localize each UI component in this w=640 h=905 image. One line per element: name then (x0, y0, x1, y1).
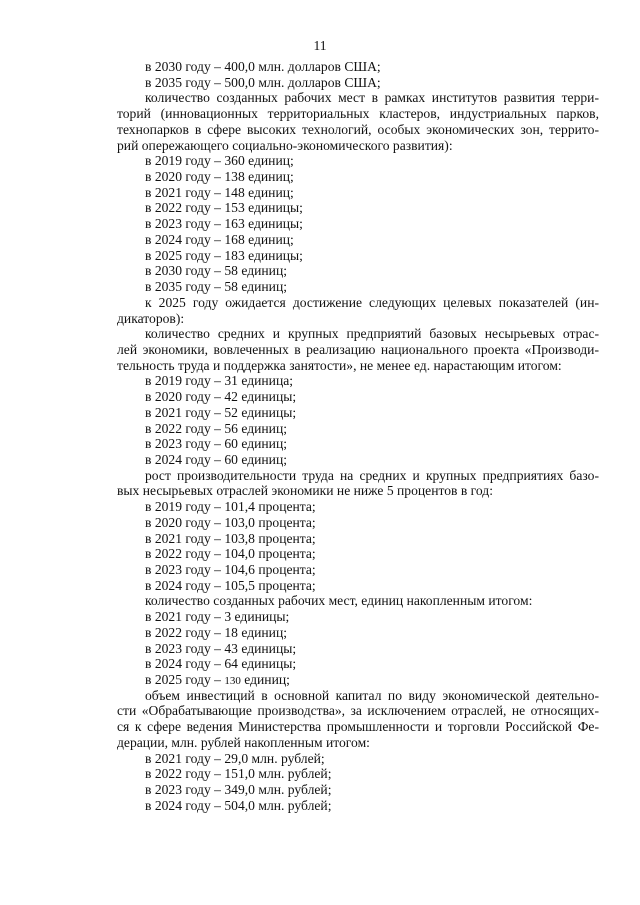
page-number: 11 (313, 38, 327, 53)
text-line: в 2020 году – 42 единицы; (145, 389, 297, 405)
text-line: торий (инновационных территориальных кластеров, индустриальных парков, (117, 106, 599, 122)
text-line: лей экономики, вовлеченных в реализацию национального проекта «Производи- (117, 341, 599, 357)
text-line: в 2022 году – 153 единицы; (145, 200, 303, 216)
text-line: в 2021 году – 3 единицы; (145, 609, 290, 625)
text-line: рост производительности труда на средних и крупных предприятиях базо- (145, 467, 599, 483)
text-line: в 2024 году – 60 единиц; (145, 451, 287, 467)
text-line: в 2023 году – 349,0 млн. рублей; (145, 782, 332, 798)
text-line: количество средних и крупных предприятий базовых несырьевых отрас- (145, 326, 599, 342)
text-line: в 2023 году – 60 единиц; (145, 436, 287, 452)
text-line: в 2035 году – 500,0 млн. долларов США; (145, 74, 381, 90)
line-suffix: единиц; (240, 672, 290, 688)
text-line: в 2023 году – 43 единицы; (145, 640, 297, 656)
text-line: технопарков в сфере высоких технологий, особых экономических зон, террито- (117, 121, 599, 137)
text-line: в 2025 году – 183 единицы; (145, 247, 303, 263)
text-line: в 2024 году – 504,0 млн. рублей; (145, 797, 332, 813)
text-line: в 2030 году – 58 единиц; (145, 263, 287, 279)
text-line: в 2019 году – 31 единица; (145, 373, 294, 389)
text-line: в 2019 году – 101,4 процента; (145, 499, 316, 515)
text-line: вых несырьевых отраслей экономики не ниже 5 процентов в год: (117, 483, 494, 499)
text-line: в 2024 году – 64 единицы; (145, 656, 297, 672)
text-line: в 2030 году – 400,0 млн. долларов США; (145, 59, 381, 74)
text-line: в 2021 году – 103,8 процента; (145, 530, 316, 546)
text-line: в 2020 году – 103,0 процента; (145, 514, 316, 530)
text-line: в 2035 году – 58 единиц; (145, 279, 287, 295)
document-body (117, 59, 599, 814)
text-line: в 2023 году – 104,6 процента; (145, 562, 316, 577)
text-line: в 2020 году – 138 единиц; (145, 169, 294, 185)
text-line: сти «Обрабатывающие производства», за исключением отраслей, не относящих- (117, 703, 599, 719)
line-prefix: в 2025 году – (145, 672, 225, 688)
text-line: в 2022 году – 56 единиц; (145, 420, 287, 436)
text-line: в 2024 году – 105,5 процента; (145, 577, 316, 593)
text-line: в 2024 году – 168 единиц; (145, 231, 294, 247)
text-line: дикаторов): (117, 310, 185, 326)
text-line: в 2019 году – 360 единиц; (145, 153, 294, 169)
text-line: дерации, млн. рублей накопленным итогом: (117, 734, 370, 750)
text-line: в 2021 году – 52 единицы; (145, 404, 297, 420)
line-number-small: 130 (224, 675, 241, 688)
text-line: в 2021 году – 148 единиц; (145, 184, 294, 200)
text-line: количество созданных рабочих мест, единиц накопленным итогом: (145, 593, 533, 609)
text-line: тельность труда и поддержка занятости», не менее ед. нарастающим итогом: (117, 357, 562, 373)
text-line (117, 672, 599, 688)
text-line: в 2022 году – 104,0 процента; (145, 546, 316, 562)
text-line: в 2022 году – 18 единиц; (145, 624, 287, 640)
text-line: в 2021 году – 29,0 млн. рублей; (145, 750, 325, 766)
text-line: рий опережающего социально-экономического развития): (117, 137, 453, 153)
text-line: к 2025 году ожидается достижение следующих целевых показателей (ин- (145, 294, 599, 310)
text-line: объем инвестиций в основной капитал по виду экономической деятельно- (145, 687, 599, 703)
text-line: в 2023 году – 163 единицы; (145, 216, 303, 232)
text-line: ся к сфере ведения Министерства промышленности и торговли Российской Фе- (117, 719, 599, 735)
text-line: в 2022 году – 151,0 млн. рублей; (145, 766, 332, 782)
text-line: количество созданных рабочих мест в рамках институтов развития терри- (145, 90, 599, 106)
